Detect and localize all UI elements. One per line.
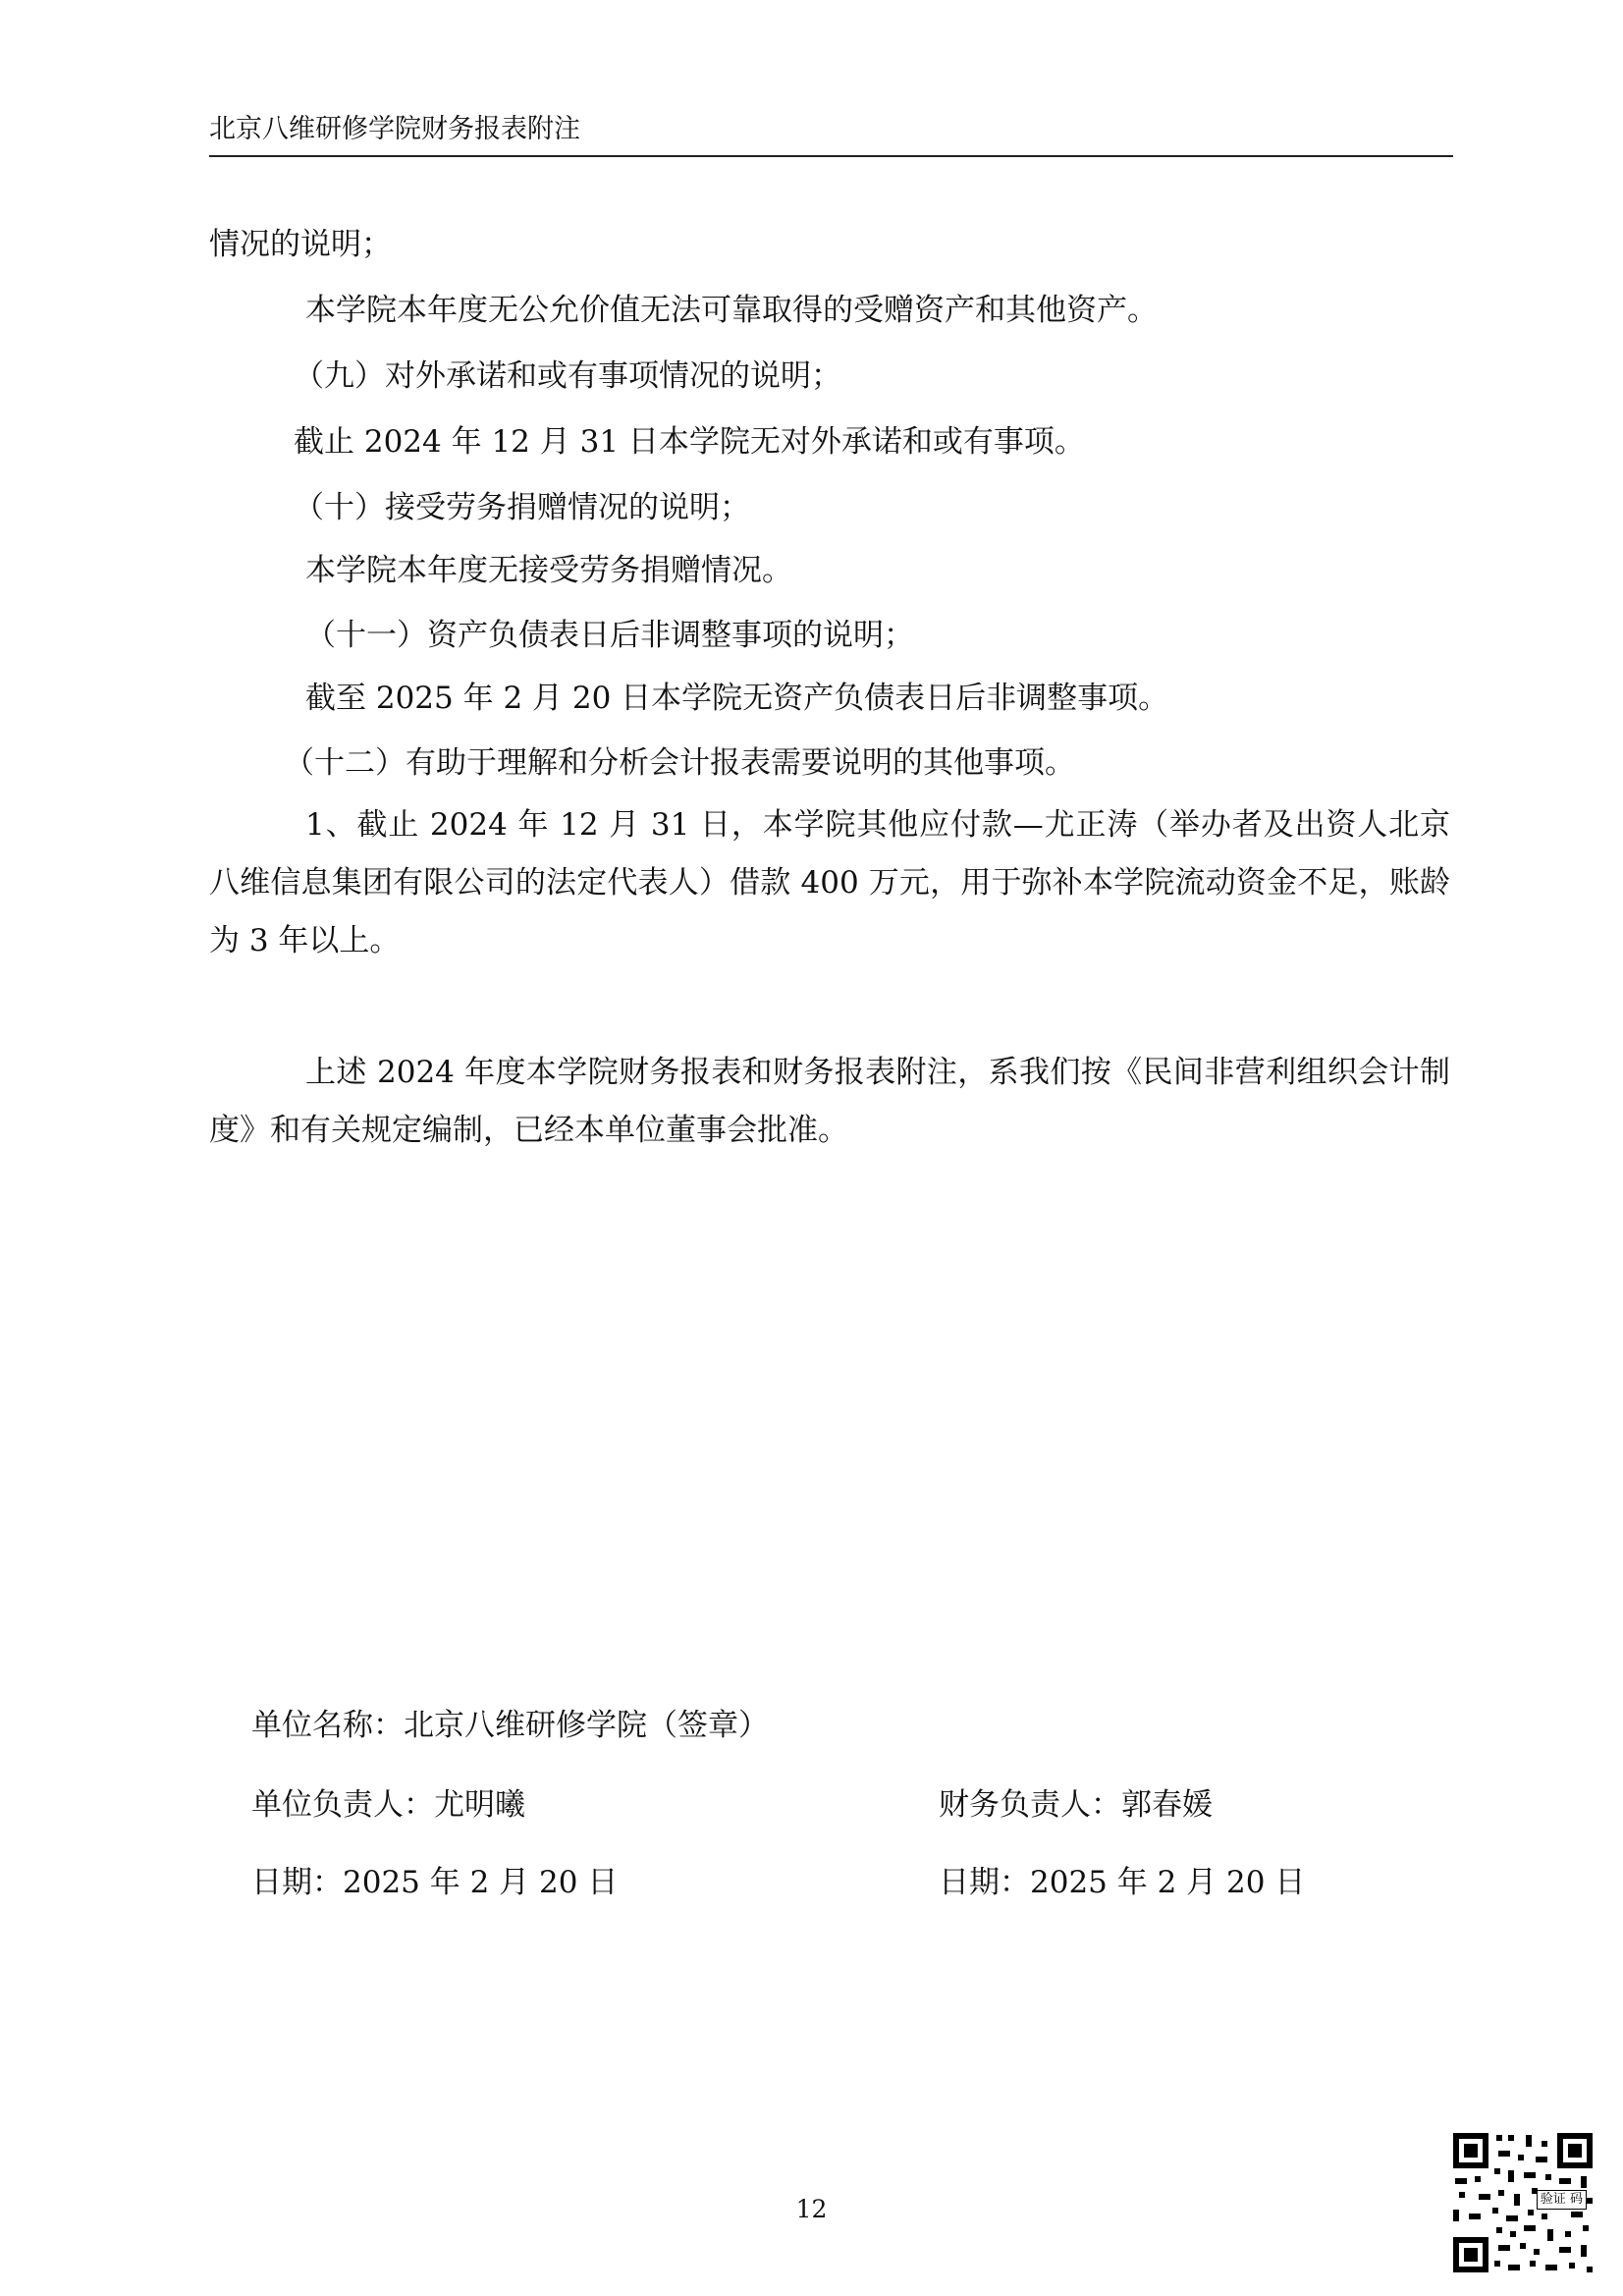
date-right: 日期：2025 年 2 月 20 日 — [939, 1865, 1306, 1900]
unit-head: 单位负责人：尤明曦 — [251, 1787, 525, 1823]
paragraph-commitments: 截止 2024 年 12 月 31 日本学院无对外承诺和或有事项。 — [294, 424, 1085, 460]
page-number: 12 — [795, 2195, 828, 2223]
paragraph-donated-assets: 本学院本年度无公允价值无法可靠取得的受赠资产和其他资产。 — [305, 293, 1158, 328]
paragraph-continuation: 情况的说明； — [209, 227, 392, 262]
paragraph-subsequent-events: 截至 2025 年 2 月 20 日本学院无资产负债表日后非调整事项。 — [305, 681, 1169, 716]
paragraph-statement: 上述 2024 年度本学院财务报表和财务报表附注，系我们按《民间非营利组织会计制度》和有关规定编制，已经本单位董事会批准。 — [209, 1055, 1450, 1148]
unit-name: 单位名称：北京八维研修学院（签章） — [251, 1708, 769, 1743]
section-heading-10: （十）接受劳务捐赠情况的说明； — [294, 490, 750, 525]
section-heading-9: （九）对外承诺和或有事项情况的说明； — [294, 358, 841, 394]
running-header — [209, 110, 1453, 157]
paragraph-other-payables: 1、截止 2024 年 12 月 31 日，本学院其他应付款—尤正涛（举办者及出资人北京八维信息集团有限公司的法定代表人）借款 400 万元，用于弥补本学院流动资金不足，账龄为 3 年以上。 — [209, 807, 1450, 958]
date-left: 日期：2025 年 2 月 20 日 — [251, 1865, 619, 1900]
header-title: 北京八维研修学院财务报表附注 — [209, 114, 580, 144]
finance-head: 财务负责人：郭春媛 — [939, 1787, 1213, 1823]
section-heading-12: （十二）有助于理解和分析会计报表需要说明的其他事项。 — [284, 745, 1075, 781]
qr-verify-label: 验证 码 — [1537, 2190, 1587, 2210]
paragraph-labor-donation: 本学院本年度无接受劳务捐赠情况。 — [305, 553, 792, 588]
qr-code-image — [1449, 2129, 1596, 2276]
section-heading-11: （十一）资产负债表日后非调整事项的说明； — [305, 618, 914, 653]
